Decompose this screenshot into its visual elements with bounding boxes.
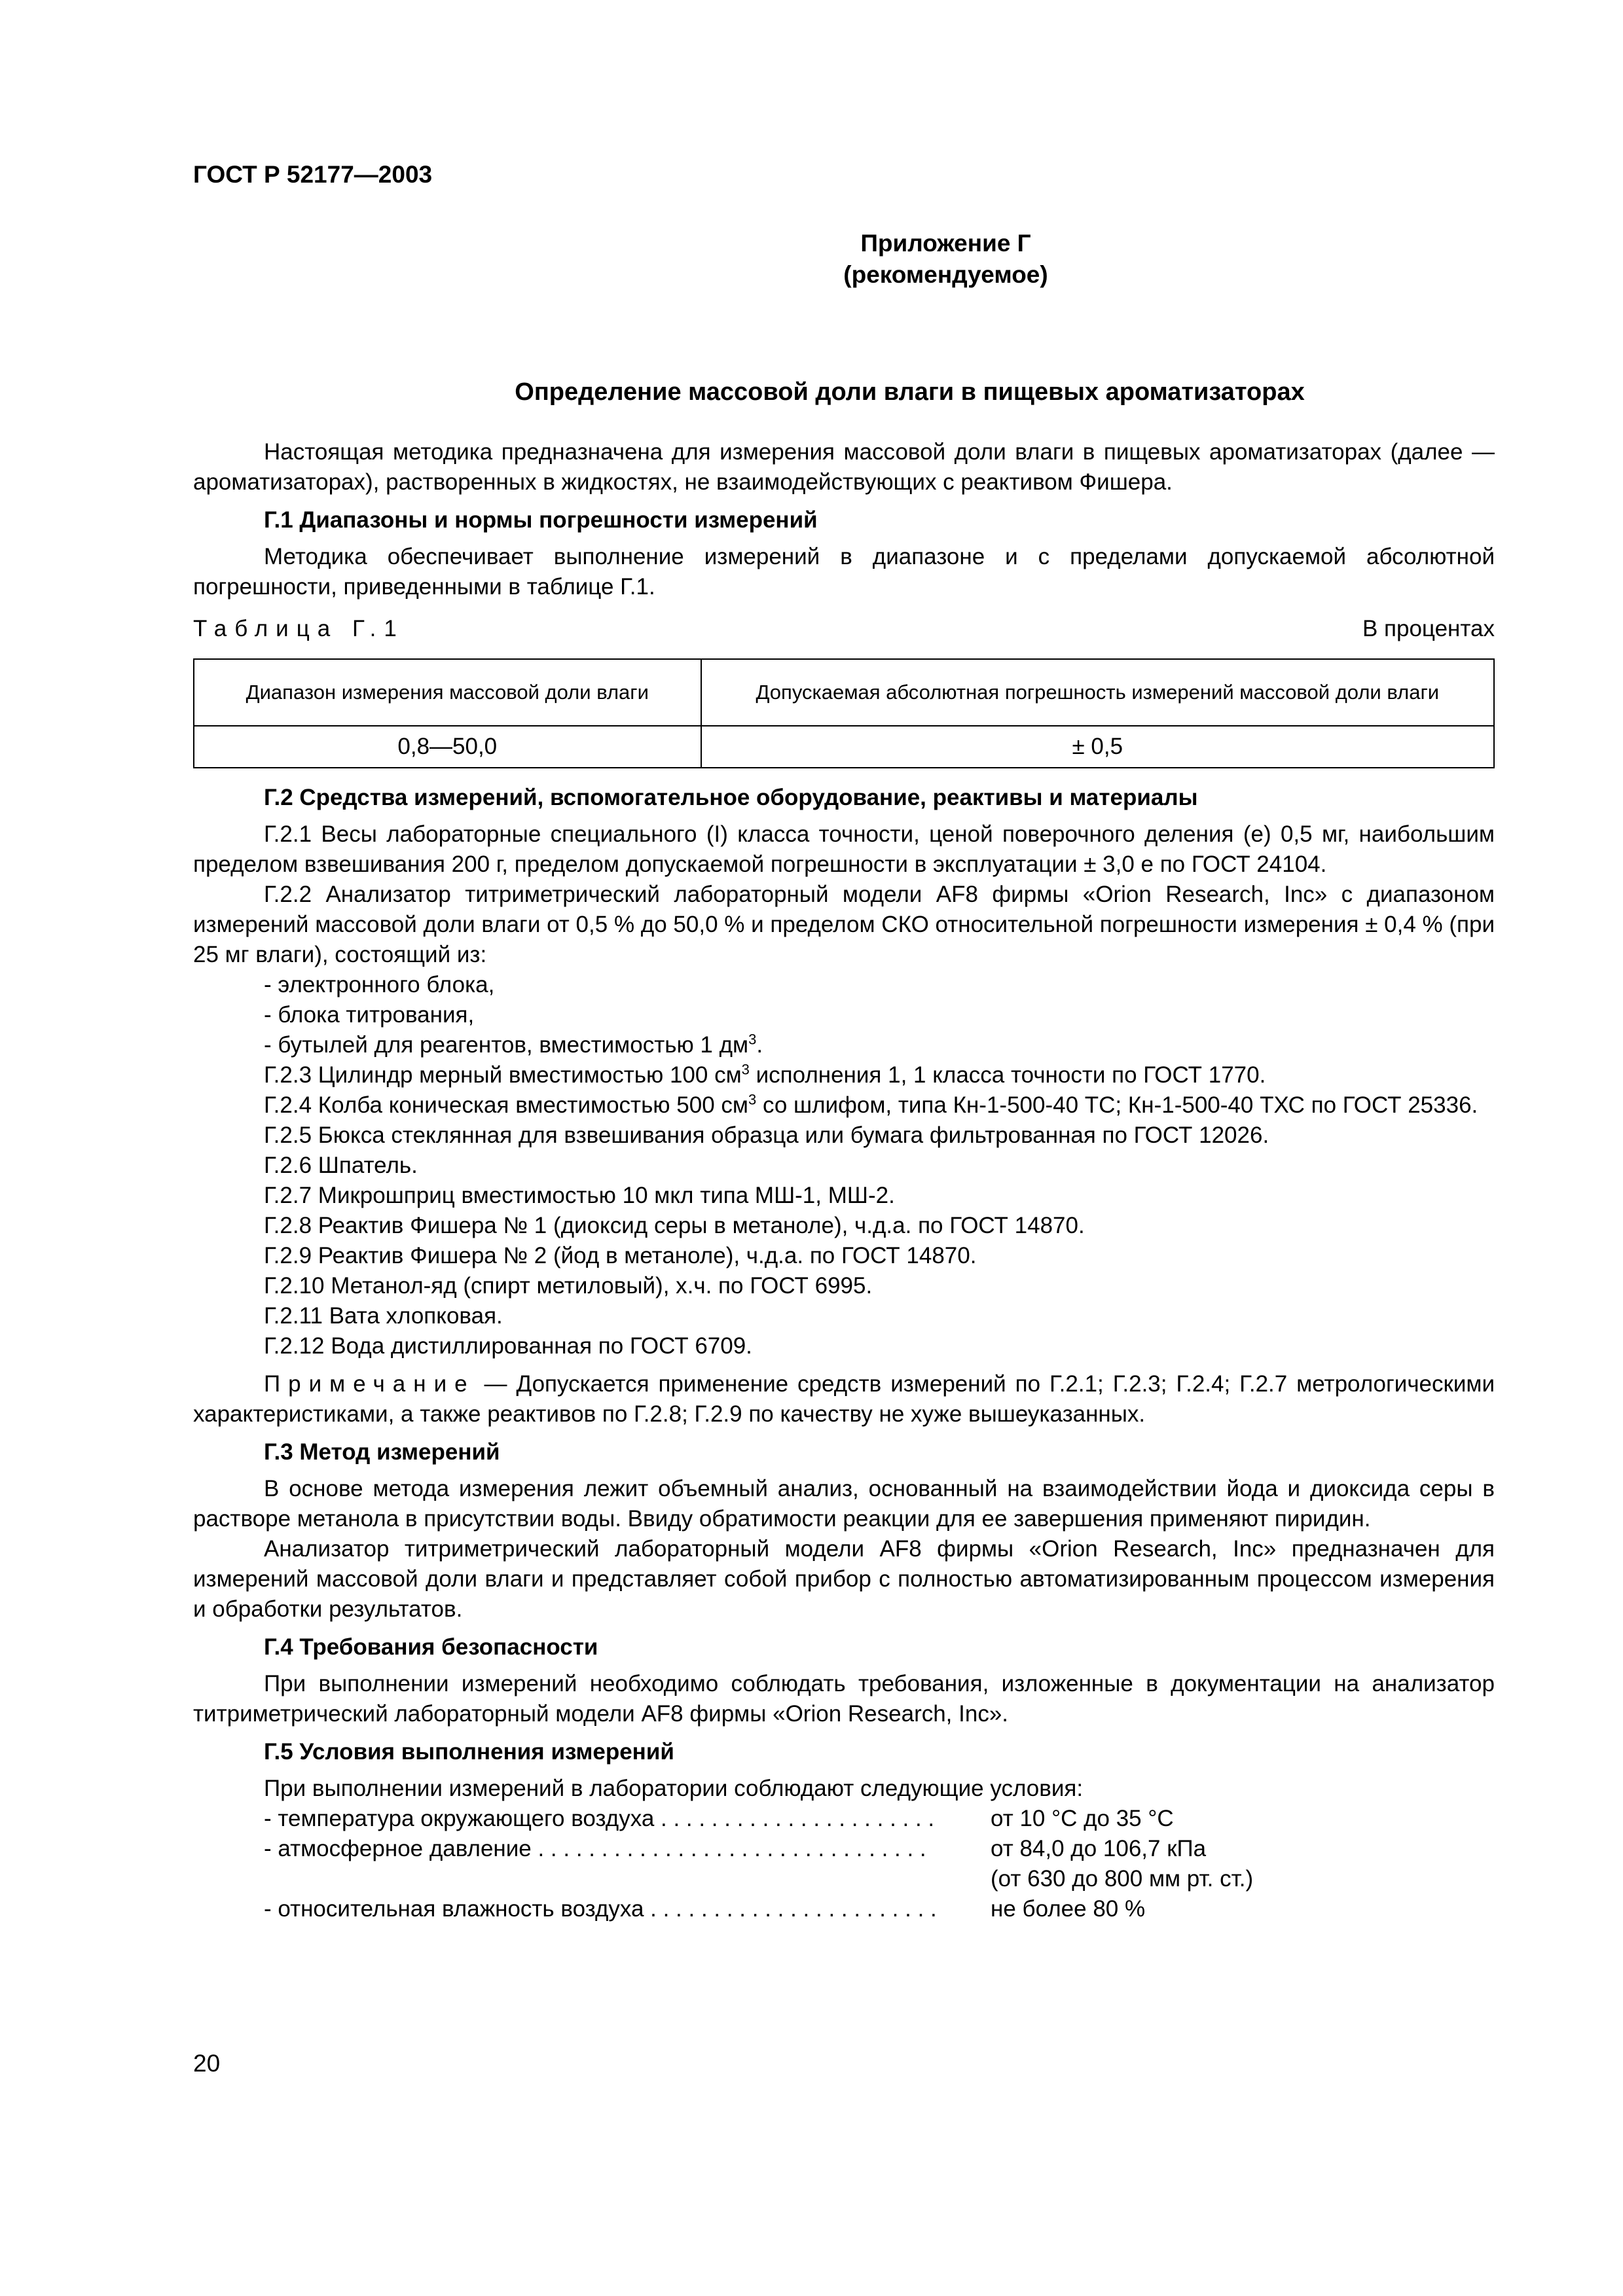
- moisture-table: [193, 658, 1495, 768]
- appendix-status: (рекомендуемое): [843, 261, 1048, 288]
- section-g1-heading: Г.1 Диапазоны и нормы погрешности измерений: [264, 507, 818, 533]
- note-text: — Допускается применение средств измерений по Г.2.1; Г.2.3; Г.2.4; Г.2.7 метрологическими характеристиками, а также реактивов по Г.2.8; Г.2.9 по качеству не хуже вышеуказанных.: [193, 1371, 1495, 1427]
- note: [193, 1369, 1495, 1429]
- condition-row-continued: (от 630 до 800 мм рт. ст.): [991, 1866, 1254, 1892]
- document-body: [193, 437, 1495, 1924]
- section-g3-heading: Г.3 Метод измерений: [264, 1439, 500, 1465]
- main-title: Определение массовой доли влаги в пищевых ароматизаторах: [515, 378, 1305, 406]
- section-g2-12: Г.2.12 Вода дистиллированная по ГОСТ 6709.: [264, 1333, 752, 1359]
- section-g2-11: Г.2.11 Вата хлопковая.: [264, 1303, 503, 1329]
- section-g2-1: Г.2.1 Весы лабораторные специального (I) класса точности, ценой поверочного деления (е) 0,5 мг, наибольшим пределом взвешивания 200 г, пределом допускаемой погрешности в эксплуатации ± 3,0 е по ГОСТ 24104.: [193, 821, 1495, 877]
- section-g2-7: Г.2.7 Микрошприц вместимостью 10 мкл типа МШ-1, МШ-2.: [264, 1183, 895, 1208]
- section-g5-heading: Г.5 Условия выполнения измерений: [264, 1739, 674, 1765]
- condition-row: - атмосферное давление . . . . . . . . . . . . . . . . . . . . . . . . . . . . . . . от 84,0 до 106,7 кПа: [264, 1836, 1207, 1861]
- section-g2-8: Г.2.8 Реактив Фишера № 1 (диоксид серы в метаноле), ч.д.а. по ГОСТ 14870.: [264, 1213, 1085, 1238]
- document-code: ГОСТ Р 52177—2003: [193, 161, 433, 188]
- section-g3-p1: В основе метода измерения лежит объемный анализ, основанный на взаимодействии йода и диоксида серы в растворе метанола в присутствии воды. Ввиду обратимости реакции для ее завершения применяют пиридин.: [193, 1476, 1495, 1532]
- page-number: 20: [193, 2050, 221, 2077]
- section-g2-2: Г.2.2 Анализатор титриметрический лабораторный модели AF8 фирмы «Orion Research, Inc» с диапазоном измерений массовой доли влаги от 0,5 % до 50,0 % и пределом СКО относительной погрешности измерения ± 0,4 % (при 25 мг влаги), состоящий из:: [193, 882, 1495, 967]
- section-g2-5: Г.2.5 Бюкса стеклянная для взвешивания образца или бумага фильтрованная по ГОСТ 12026.: [264, 1122, 1269, 1148]
- appendix-title: Приложение Г: [860, 230, 1031, 257]
- section-g3-p2: Анализатор титриметрический лабораторный модели AF8 фирмы «Orion Research, Inc» предназначен для измерений массовой доли влаги и представляет собой прибор с полностью автоматизированным процессом измерения и обработки результатов.: [193, 1536, 1495, 1622]
- section-g5-intro: При выполнении измерений в лаборатории соблюдают следующие условия:: [264, 1776, 1084, 1801]
- section-g2-10: Г.2.10 Метанол-яд (спирт метиловый), х.ч. по ГОСТ 6995.: [264, 1273, 873, 1299]
- list-item: - бутылей для реагентов, вместимостью 1 $дм^3$.: [264, 1031, 763, 1058]
- section-g4-p1: При выполнении измерений необходимо соблюдать требования, изложенные в документации на анализатор титриметрический лабораторный модели AF8 фирмы «Orion Research, Inc».: [193, 1671, 1495, 1727]
- section-g2-4: Г.2.4 Колба коническая вместимостью 500 $см^3$ со шлифом, типа Кн-1-500-40 ТС; Кн-1-500-40 ТХС по ГОСТ 25336.: [264, 1091, 1478, 1118]
- section-g1-text: Методика обеспечивает выполнение измерений в диапазоне и с пределами допускаемой абсолютной погрешности, приведенными в таблице Г.1.: [193, 544, 1495, 600]
- section-g4-heading: Г.4 Требования безопасности: [264, 1634, 598, 1660]
- note-label: Примечание: [264, 1371, 475, 1397]
- table-caption-row: [193, 614, 1495, 644]
- condition-row: - относительная влажность воздуха . . . . . . . . . . . . . . . . . . . . . . . не более 80 %: [264, 1896, 1146, 1922]
- condition-row: - температура окружающего воздуха . . . . . . . . . . . . . . . . . . . . . . от 10 °С до 35 °С: [264, 1806, 1174, 1831]
- table-header-cell: Допускаемая абсолютная погрешность измерений массовой доли влаги: [701, 659, 1494, 726]
- list-item: - электронного блока,: [264, 972, 495, 997]
- section-g2-3: Г.2.3 Цилиндр мерный вместимостью 100 $см^3$ исполнения 1, 1 класса точности по ГОСТ 1770.: [264, 1061, 1266, 1088]
- section-g2-heading: Г.2 Средства измерений, вспомогательное оборудование, реактивы и материалы: [264, 785, 1198, 810]
- table-header-cell: Диапазон измерения массовой доли влаги: [194, 659, 701, 726]
- table-cell: 0,8—50,0: [194, 726, 701, 768]
- section-g2-6: Г.2.6 Шпатель.: [264, 1153, 418, 1178]
- appendix-heading: [0, 228, 1623, 291]
- list-item: - блока титрования,: [264, 1002, 475, 1028]
- table-units: В процентах: [1362, 616, 1495, 641]
- table-caption: Таблица Г.1: [193, 616, 405, 641]
- intro-paragraph: Настоящая методика предназначена для измерения массовой доли влаги в пищевых ароматизаторах (далее — ароматизаторах), растворенных в жидкостях, не взаимодействующих с реактивом Фишера.: [193, 439, 1495, 495]
- table-cell: ± 0,5: [701, 726, 1494, 768]
- table-row: [194, 726, 1494, 768]
- table-header-row: [194, 659, 1494, 726]
- section-g2-9: Г.2.9 Реактив Фишера № 2 (йод в метаноле), ч.д.а. по ГОСТ 14870.: [264, 1243, 977, 1268]
